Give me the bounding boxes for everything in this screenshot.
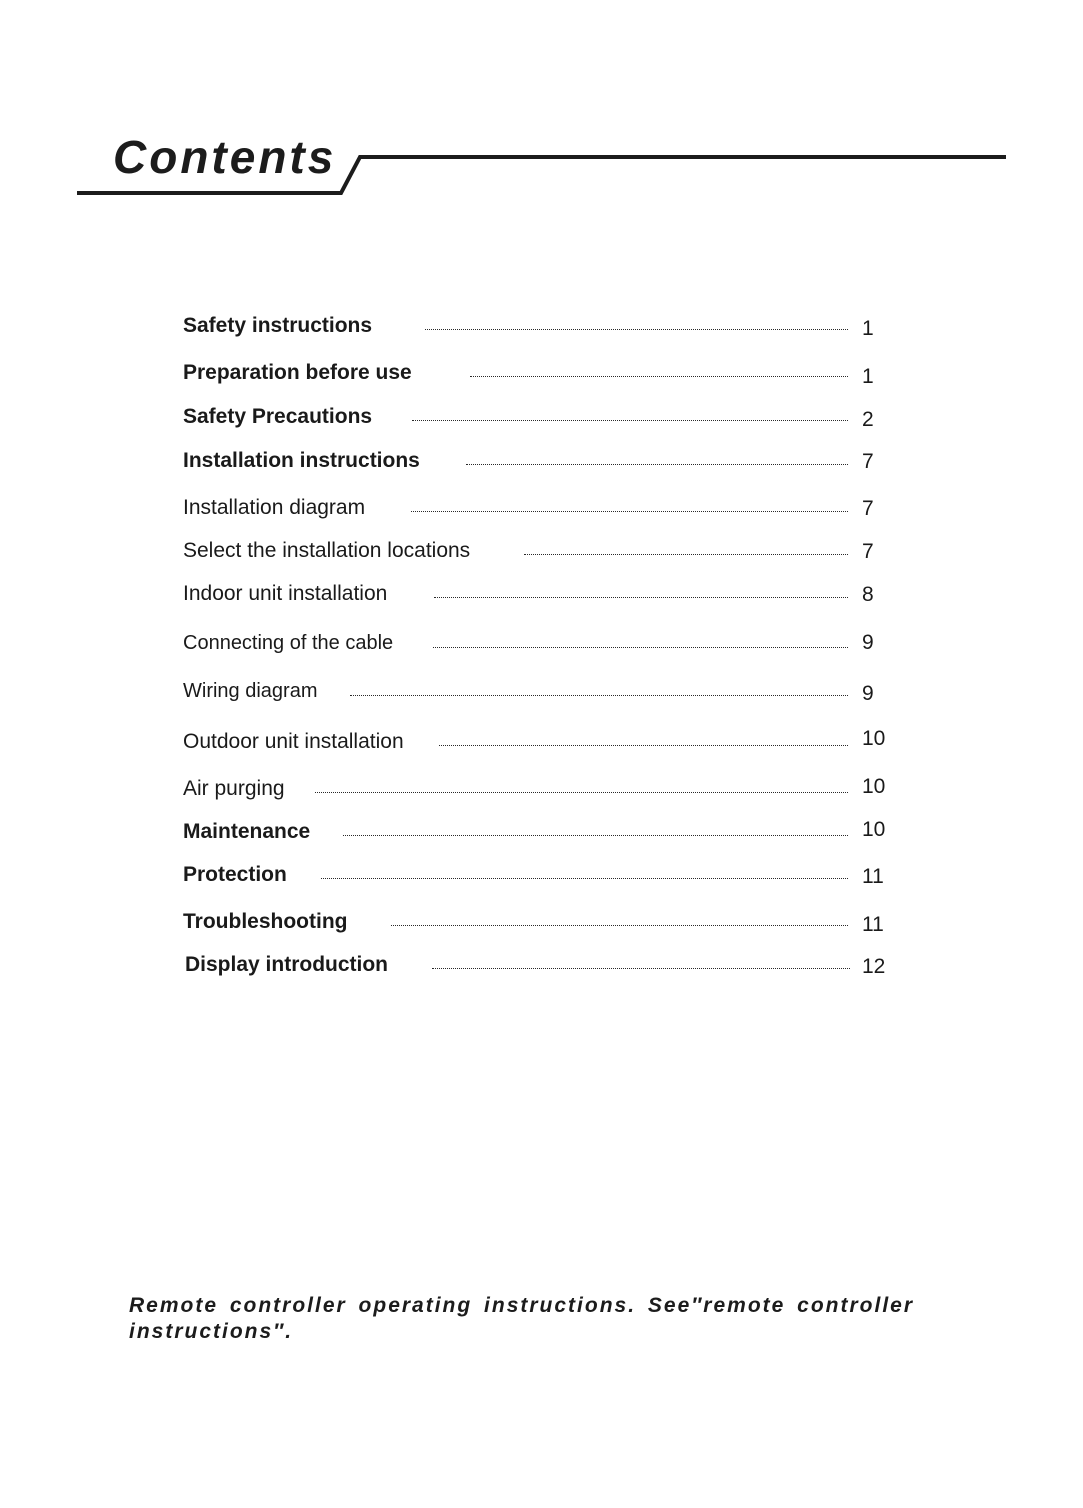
toc-entry-label: Connecting of the cable <box>183 632 394 654</box>
toc-entry-page-number: 7 <box>862 497 874 520</box>
toc-entry-label: Maintenance <box>183 820 311 843</box>
toc-entry-label: Indoor unit installation <box>183 582 388 605</box>
toc-entry-page-number: 7 <box>862 540 874 563</box>
page-title: Contents <box>113 131 337 183</box>
toc-dot-leader <box>391 925 848 926</box>
toc-dot-leader <box>412 420 848 421</box>
toc-entry-page-number: 1 <box>862 365 874 388</box>
toc-entry-page-number: 2 <box>862 408 874 431</box>
toc-entry-page-number: 8 <box>862 583 874 606</box>
toc-dot-leader <box>350 695 848 696</box>
toc-entry-label: Select the installation locations <box>183 539 471 562</box>
toc-entry-page-number: 12 <box>862 955 886 978</box>
toc-entry-label: Troubleshooting <box>183 910 348 933</box>
toc-entry-label: Safety Precautions <box>183 405 373 428</box>
toc-dot-leader <box>466 464 848 465</box>
toc-dot-leader <box>524 554 848 555</box>
toc-entry-page-number: 10 <box>862 818 886 841</box>
toc-entry-label: Outdoor unit installation <box>183 730 404 753</box>
toc-dot-leader <box>433 647 848 648</box>
toc-entry-page-number: 7 <box>862 450 874 473</box>
toc-entry-label: Protection <box>183 863 287 886</box>
toc-dot-leader <box>432 968 850 969</box>
toc-dot-leader <box>470 376 848 377</box>
toc-dot-leader <box>425 329 848 330</box>
toc-dot-leader <box>439 745 848 746</box>
toc-entry-page-number: 9 <box>862 682 874 705</box>
toc-entry-label: Installation instructions <box>183 449 420 472</box>
toc-entry-label: Display introduction <box>185 953 389 976</box>
toc-dot-leader <box>321 878 848 879</box>
toc-entry-page-number: 11 <box>862 913 884 936</box>
toc-entry-label: Wiring diagram <box>183 680 318 702</box>
toc-entry-label: Safety instructions <box>183 314 373 337</box>
toc-dot-leader <box>343 835 848 836</box>
toc-entry-page-number: 10 <box>862 727 886 750</box>
toc-entry-label: Air purging <box>183 777 285 800</box>
toc-entry-label: Installation diagram <box>183 496 366 519</box>
toc-entry-page-number: 1 <box>862 317 874 340</box>
toc-dot-leader <box>315 792 848 793</box>
toc-entry-page-number: 9 <box>862 631 874 654</box>
toc-dot-leader <box>434 597 848 598</box>
toc-entry-page-number: 11 <box>862 865 884 888</box>
toc-entry-label: Preparation before use <box>183 361 412 384</box>
toc-dot-leader <box>411 511 848 512</box>
toc-entry-page-number: 10 <box>862 775 886 798</box>
remote-controller-note: Remote controller operating instructions. See″remote controller instructions″. <box>129 1294 915 1343</box>
